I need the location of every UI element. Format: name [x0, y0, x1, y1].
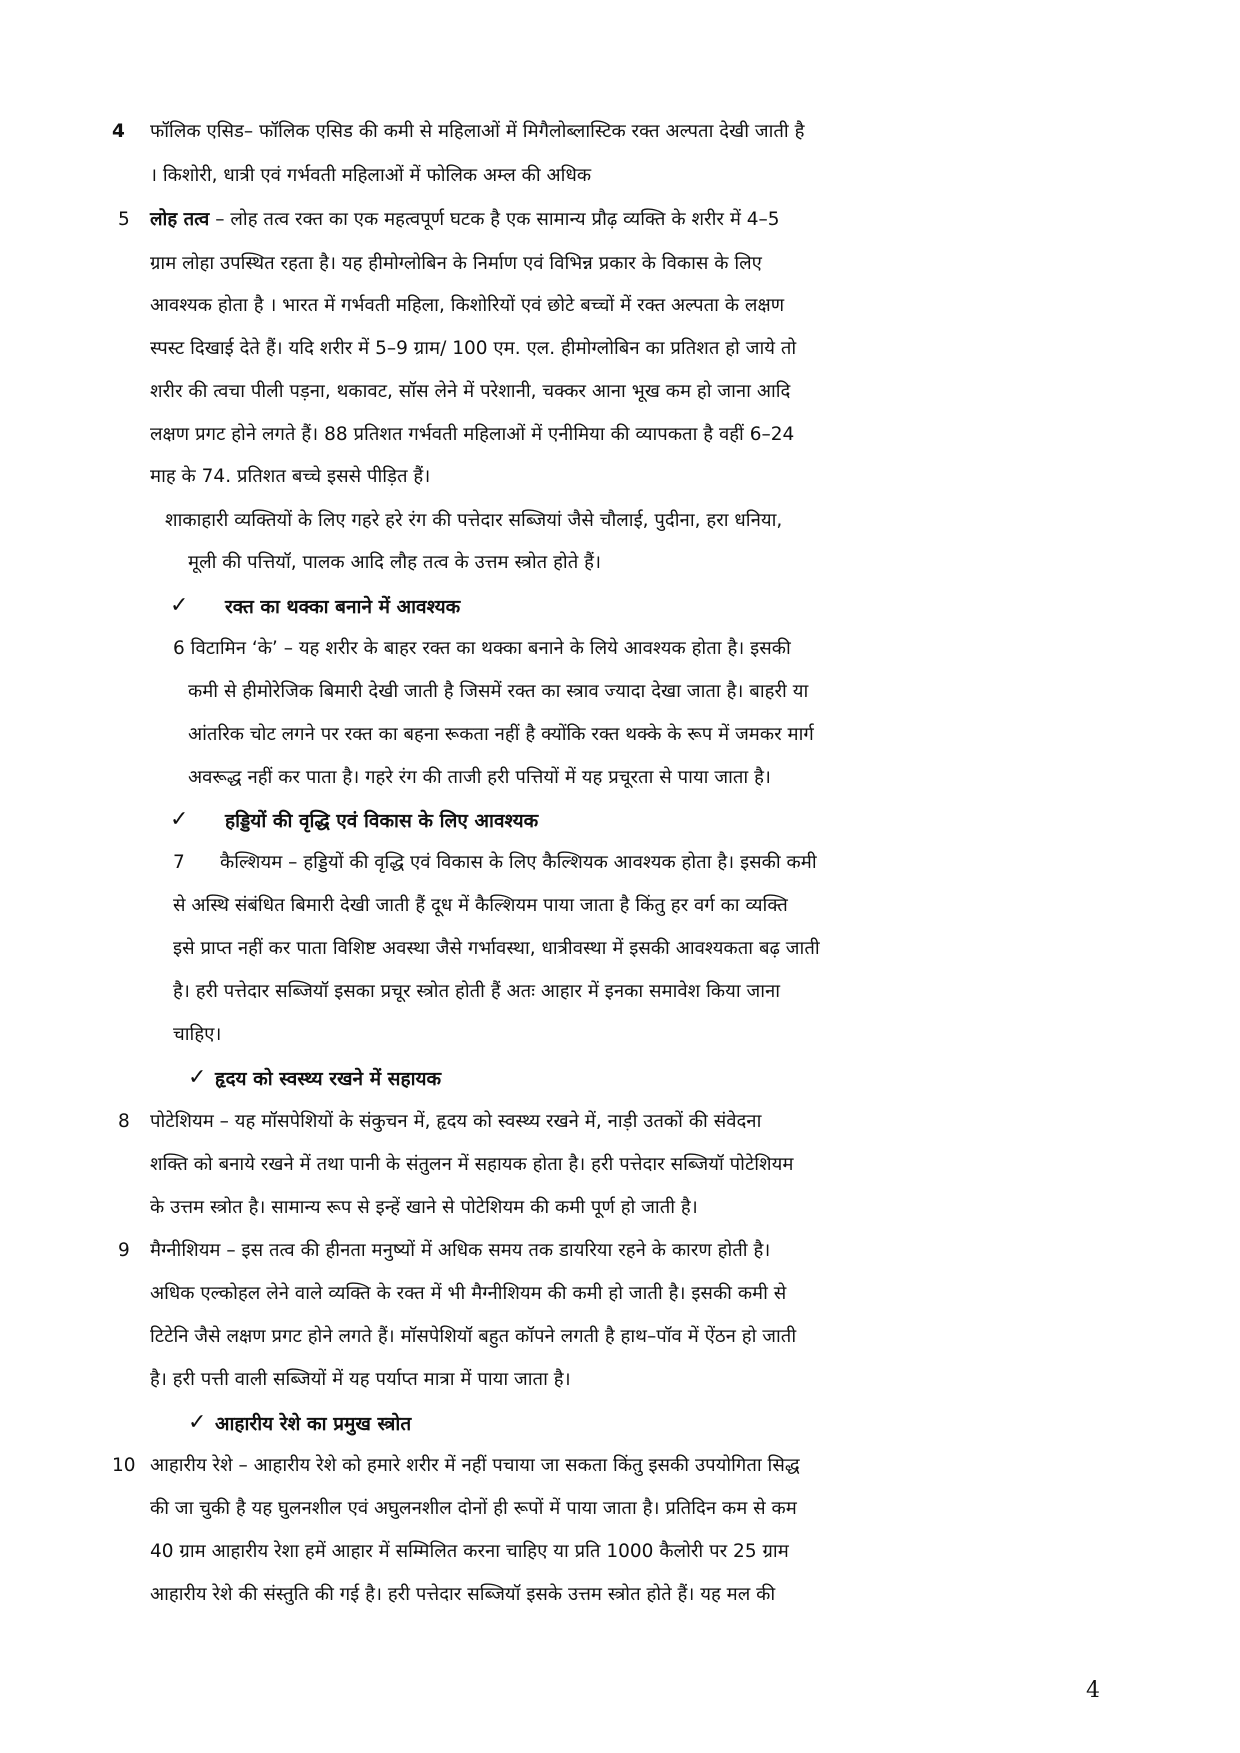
- item-number: 10: [112, 1455, 136, 1476]
- section-heading: आहारीय रेशे का प्रमुख स्त्रोत: [215, 1413, 412, 1435]
- text-line: टिटेनि जैसे लक्षण प्रगट होने लगते हैं। मॉसपेशियॉ बहुत कॉपने लगती है हाथ–पॉव में ऐंठन हो जाती: [150, 1326, 797, 1347]
- text-line: फॉलिक एसिड– फॉलिक एसिड की कमी से महिलाओं में मिगैलोब्लास्टिक रक्त अल्पता देखी जाती है: [150, 121, 805, 142]
- text-line: [150, 205, 780, 235]
- checkmark-icon: ✓: [188, 1410, 207, 1435]
- text-line: चाहिए।: [173, 1024, 222, 1045]
- checkmark-icon: ✓: [170, 593, 189, 618]
- text-line: अवरूद्ध नहीं कर पाता है। गहरे रंग की ताजी हरी पत्तियों में यह प्रचूरता से पाया जाता है।: [188, 767, 771, 788]
- page-number: 4: [1086, 1678, 1100, 1703]
- text-line: लक्षण प्रगट होने लगते हैं। 88 प्रतिशत गर्भवती महिलाओं में एनीमिया की व्यापकता है वहीं 6–24: [150, 424, 795, 445]
- text-line: स्पस्ट दिखाई देते हैं। यदि शरीर में 5–9 ग्राम/ 100 एम. एल. हीमोग्लोबिन का प्रतिशत हो जाये तो: [150, 338, 797, 359]
- text-line: शक्ति को बनाये रखने में तथा पानी के संतुलन में सहायक होता है। हरी पत्तेदार सब्जियॉ पोटेशियम: [150, 1154, 794, 1175]
- item-number: 5: [118, 209, 130, 230]
- text-line: आंतरिक चोट लगने पर रक्त का बहना रूकता नहीं है क्योंकि रक्त थक्के के रूप में जमकर मार्ग: [188, 724, 814, 745]
- text-line: अधिक एल्कोहल लेने वाले व्यक्ति के रक्त में भी मैग्नीशियम की कमी हो जाती है। इसकी कमी से: [150, 1283, 787, 1304]
- text-line: से अस्थि संबंधित बिमारी देखी जाती हैं दूध में कैल्शियम पाया जाता है किंतु हर वर्ग का व्यक्ति: [173, 895, 788, 916]
- text-line: के उत्तम स्त्रोत है। सामान्य रूप से इन्हें खाने से पोटेशियम की कमी पूर्ण हो जाती है।: [150, 1197, 698, 1218]
- item-number: 8: [118, 1111, 130, 1132]
- text-line: ग्राम लोहा उपस्थित रहता है। यह हीमोग्लोबिन के निर्माण एवं विभिन्न प्रकार के विकास के लिए: [150, 253, 762, 274]
- section-heading: हड्डियों की वृद्धि एवं विकास के लिए आवश्यक: [225, 810, 539, 832]
- text-line: माह के 74. प्रतिशत बच्चे इससे पीड़ित हैं।: [150, 466, 431, 487]
- checkmark-icon: ✓: [188, 1065, 207, 1090]
- item-number: 9: [118, 1240, 130, 1261]
- checkmark-icon: ✓: [170, 807, 189, 832]
- text-line: आहारीय रेशे – आहारीय रेशे को हमारे शरीर में नहीं पचाया जा सकता किंतु इसकी उपयोगिता सिद्ध: [150, 1455, 800, 1476]
- text-line: मैग्नीशियम – इस तत्व की हीनता मनुष्यों में अधिक समय तक डायरिया रहने के कारण होती है।: [150, 1240, 771, 1261]
- text-line: इसे प्राप्त नहीं कर पाता विशिष्ट अवस्था जैसे गर्भावस्था, धात्रीवस्था में इसकी आवश्यकता बढ़ जाती: [173, 938, 820, 959]
- term-bold: लोह तत्व: [150, 209, 210, 230]
- item-number: 4: [112, 121, 125, 142]
- text-line: आवश्यक होता है । भारत में गर्भवती महिला, किशोरियों एवं छोटे बच्चों में रक्त अल्पता के लक्षण: [150, 295, 785, 316]
- text-line: मूली की पत्तियॉ, पालक आदि लौह तत्व के उत्तम स्त्रोत होते हैं।: [188, 552, 601, 573]
- text-line: कमी से हीमोरेजिक बिमारी देखी जाती है जिसमें रक्त का स्त्राव ज्यादा देखा जाता है। बाहरी या: [188, 681, 809, 702]
- text-line: । किशोरी, धात्री एवं गर्भवती महिलाओं में फोलिक अम्ल की अधिक: [150, 165, 592, 186]
- text-line: 40 ग्राम आहारीय रेशा हमें आहार में सम्मिलित करना चाहिए या प्रति 1000 कैलोरी पर 25 ग्राम: [150, 1541, 789, 1562]
- text-line: है। हरी पत्तेदार सब्जियॉ इसका प्रचूर स्त्रोत होती हैं अतः आहार में इनका समावेश किया जाना: [173, 981, 781, 1002]
- section-heading: हृदय को स्वस्थ्य रखने में सहायक: [215, 1068, 442, 1090]
- text-line: है। हरी पत्ती वाली सब्जियों में यह पर्याप्त मात्रा में पाया जाता है।: [150, 1369, 571, 1390]
- text-line: आहारीय रेशे की संस्तुति की गई है। हरी पत्तेदार सब्जियॉ इसके उत्तम स्त्रोत होते हैं। यह मल की: [150, 1584, 776, 1605]
- section-heading: रक्त का थक्का बनाने में आवश्यक: [225, 596, 461, 618]
- text-line: शाकाहारी व्यक्तियों के लिए गहरे हरे रंग की पत्तेदार सब्जियां जैसे चौलाई, पुदीना, हरा धनिया,: [165, 510, 783, 531]
- text-segment: – लोह तत्व रक्त का एक महत्वपूर्ण घटक है एक सामान्य प्रौढ़ व्यक्ति के शरीर में 4–5: [209, 209, 780, 230]
- text-line: पोटेशियम – यह मॉसपेशियों के संकुचन में, हृदय को स्वस्थ्य रखने में, नाड़ी उतकों की संवेदना: [150, 1111, 762, 1132]
- text-line: 6 विटामिन ‘के’ – यह शरीर के बाहर रक्त का थक्का बनाने के लिये आवश्यक होता है। इसकी: [173, 638, 791, 659]
- text-line: शरीर की त्वचा पीली पड़ना, थकावट, सॉस लेने में परेशानी, चक्कर आना भूख कम हो जाना आदि: [150, 381, 791, 402]
- text-line: की जा चुकी है यह घुलनशील एवं अघुलनशील दोनों ही रूपों में पाया जाता है। प्रतिदिन कम से कम: [150, 1498, 797, 1519]
- text-line: 7 कैल्शियम – हड्डियों की वृद्धि एवं विकास के लिए कैल्शियक आवश्यक होता है। इसकी कमी: [173, 852, 817, 873]
